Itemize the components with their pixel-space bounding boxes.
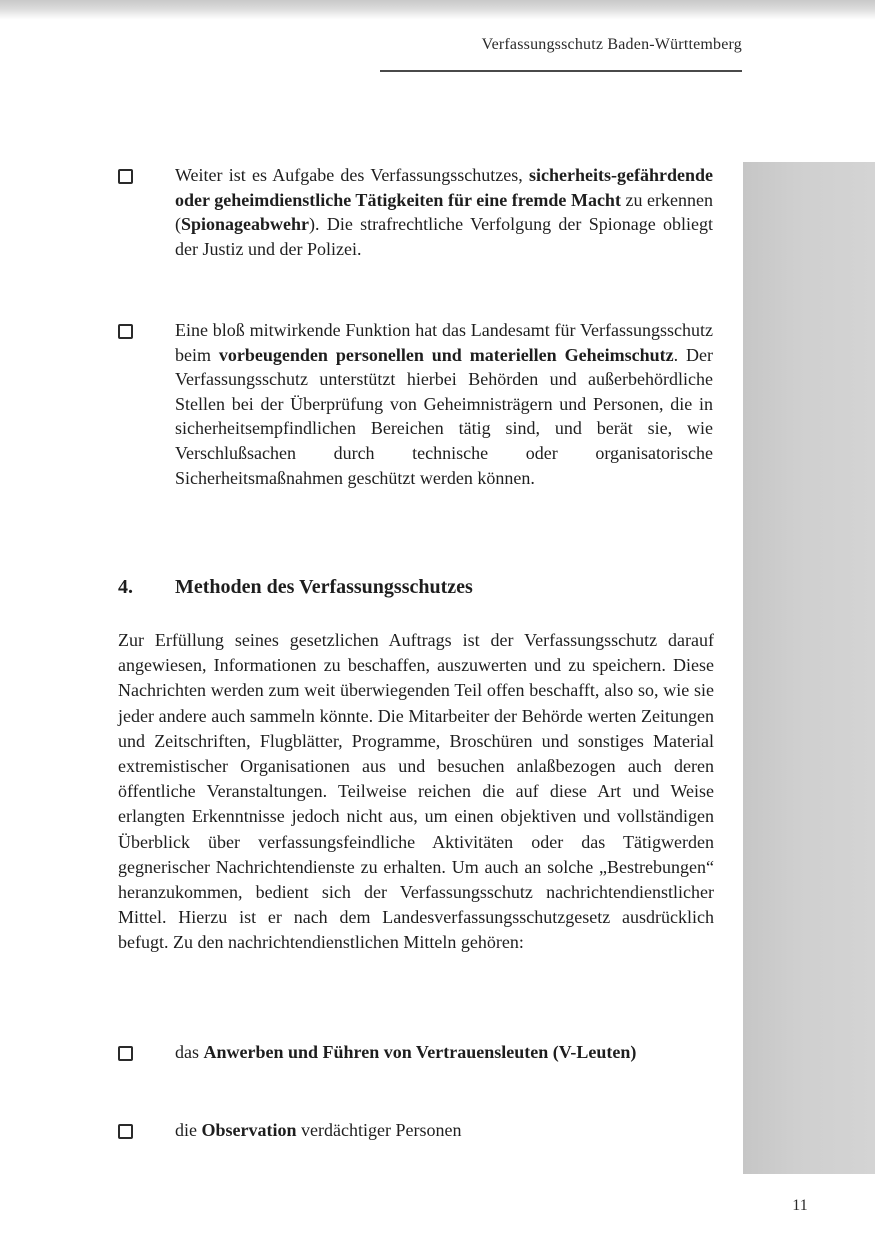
bold-text-run: Spionageabwehr xyxy=(181,214,310,235)
checkbox-bullet-icon xyxy=(118,169,133,184)
text-run: das xyxy=(175,1042,204,1062)
text-run: Eine bloß mitwirkende Funktion hat das Landesamt für Verfassungsschutz beim xyxy=(175,320,713,365)
section-heading xyxy=(118,576,473,599)
bullet-item-text xyxy=(175,163,713,261)
text-run: die xyxy=(175,1120,202,1140)
text-run: . Der Verfassungsschutz unterstützt hierbei Behörden und außerbehördliche Stellen bei der Überprüfung von Geheimnisträgern und Personen, die in sicherheitsempfindlichen Bereichen tätig sind, und berät sie, wie Verschlußsachen durch technische oder organisatorische Sicherheitsmaßnahmen geschützt werden können. xyxy=(175,344,713,488)
bold-text-run: sicherheits-gefährdende oder geheimdienstliche Tätigkeiten für eine fremde Macht xyxy=(175,165,713,210)
bullet-item-text xyxy=(175,1040,713,1065)
bold-text-run: Observation xyxy=(201,1120,297,1140)
page-number: 11 xyxy=(792,1197,808,1214)
margin-strip xyxy=(743,162,875,1174)
section-title: Methoden des Verfassungsschutzes xyxy=(175,576,473,598)
checkbox-bullet-icon xyxy=(118,1046,133,1061)
text-run: verdächtiger Personen xyxy=(296,1120,462,1140)
bullet-item-text xyxy=(175,1118,713,1143)
text-run: Weiter ist es Aufgabe des Verfassungsschutzes, xyxy=(175,165,530,185)
bold-text-run: vorbeugenden personellen und materiellen Geheimschutz xyxy=(218,344,674,365)
scan-top-shadow xyxy=(0,0,875,20)
checkbox-bullet-icon xyxy=(118,324,133,339)
checkbox-bullet-icon xyxy=(118,1124,133,1139)
section-number: 4. xyxy=(118,576,133,598)
text-run: zu erkennen ( xyxy=(175,189,713,235)
text-run: ). Die strafrechtliche Verfolgung der Spionage obliegt der Justiz und der Polizei. xyxy=(175,214,713,259)
running-header: Verfassungsschutz Baden-Württemberg xyxy=(481,36,742,53)
section-paragraph: Zur Erfüllung seines gesetzlichen Auftrags ist der Verfassungsschutz darauf angewiesen, Informationen zu beschaffen, auszuwerten und zu speichern. Diese Nachrichten werden zum weit überwiegenden Teil offen beschafft, also so, wie sie jeder andere auch sammeln könnte. Die Mitarbeiter der Behörde werten Zeitungen und Zeitschriften, Flugblätter, Programme, Broschüren und sonstiges Material extremistischer Organisationen aus und besuchen anlaßbezogen auch deren öffentliche Veranstaltungen. Teilweise reichen die auf diese Art und Weise erlangten Erkenntnisse jedoch nicht aus, um einen objektiven und vollständigen Überblick über verfassungsfeindliche Aktivitäten oder das Tätigwerden gegnerischer Nachrichtendienste zu erhalten. Um auch an solche „Bestrebungen“ heranzukommen, bedient sich der Verfassungsschutz nachrichtendienstlicher Mittel. Hierzu ist er nach dem Landesverfassungsschutzgesetz ausdrücklich befugt. Zu den nachrichtendienstlichen Mitteln gehören: xyxy=(118,630,714,953)
bullet-item-text xyxy=(175,318,713,490)
bold-text-run: Anwerben und Führen von Vertrauensleuten (V-Leuten) xyxy=(203,1042,637,1062)
header-rule xyxy=(380,70,742,72)
